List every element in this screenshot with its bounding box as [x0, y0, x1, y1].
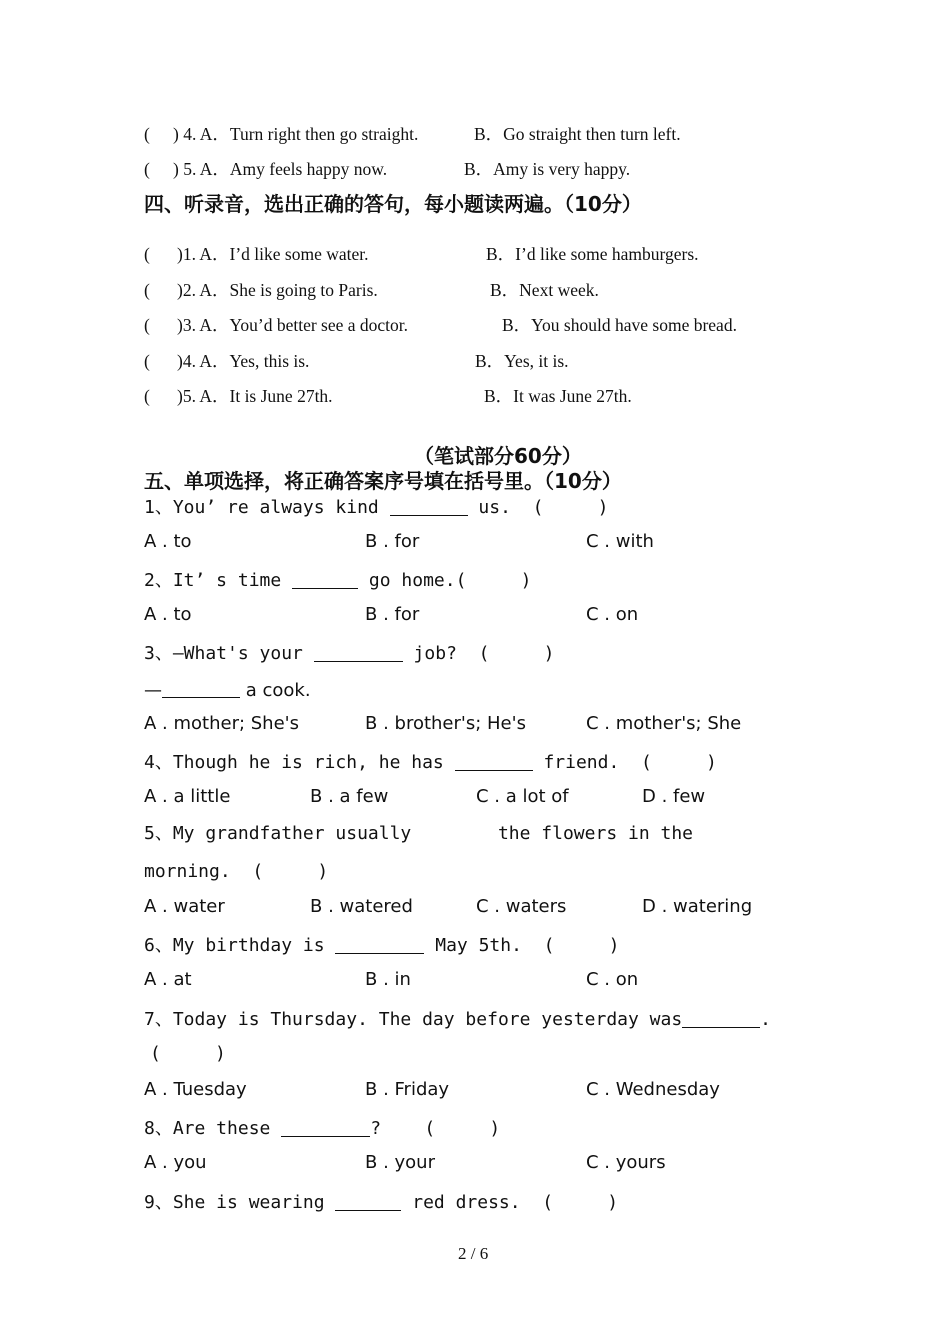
- q5-option-d[interactable]: D . watering: [642, 896, 753, 917]
- part4-q5-option-b: B．It was June 27th.: [484, 386, 632, 406]
- part4-q1-option-b: B．I’d like some hamburgers.: [486, 244, 699, 264]
- part4-q2-option-a: )2. A．She is going to Paris.: [177, 280, 378, 300]
- q8-stem: 8、Are these ? ( ): [144, 1118, 501, 1139]
- q3-blank-2[interactable]: [162, 679, 240, 698]
- q6-option-c[interactable]: C . on: [586, 969, 639, 990]
- q4-option-c[interactable]: C . a lot of: [476, 786, 569, 807]
- part4-q4-option-a: )4. A．Yes, this is.: [177, 351, 310, 371]
- part4-q5-bracket[interactable]: (: [144, 386, 150, 406]
- q4-option-b[interactable]: B . a few: [310, 786, 389, 807]
- q5-stem-line2: morning. ( ): [144, 861, 329, 882]
- q8-option-a[interactable]: A . you: [144, 1152, 207, 1173]
- q3-option-a[interactable]: A . mother; She's: [144, 713, 299, 734]
- part4-q4-option-b: B．Yes, it is.: [475, 351, 569, 371]
- q7-option-c[interactable]: C . Wednesday: [586, 1079, 720, 1100]
- q5-stem: 5、My grandfather usually the flowers in the: [144, 823, 694, 844]
- q7-answer-bracket[interactable]: ( ): [150, 1043, 226, 1064]
- q8-blank[interactable]: [281, 1118, 370, 1137]
- part3-q5-bracket[interactable]: (: [144, 159, 150, 179]
- q2-stem: 2、It’ s time go home.( ): [144, 570, 532, 591]
- q1-stem: 1、You’ re always kind us. ( ): [144, 497, 609, 518]
- q5-option-c[interactable]: C . waters: [476, 896, 567, 917]
- q2-option-c[interactable]: C . on: [586, 604, 639, 625]
- q1-option-a[interactable]: A . to: [144, 531, 192, 552]
- q7-blank[interactable]: [682, 1009, 760, 1028]
- q1-option-b[interactable]: B . for: [365, 531, 420, 552]
- q4-blank[interactable]: [455, 752, 533, 771]
- q3-stem: 3、—What's your job? ( ): [144, 643, 555, 664]
- page-number: 2 / 6: [458, 1244, 489, 1263]
- q8-option-c[interactable]: C . yours: [586, 1152, 666, 1173]
- q4-stem: 4、Though he is rich, he has friend. ( ): [144, 752, 717, 773]
- q1-option-c[interactable]: C . with: [586, 531, 654, 552]
- q4-option-a[interactable]: A . a little: [144, 786, 231, 807]
- part4-q3-option-b: B．You should have some bread.: [502, 315, 737, 335]
- q6-option-b[interactable]: B . in: [365, 969, 411, 990]
- q6-stem: 6、My birthday is May 5th. ( ): [144, 935, 620, 956]
- q6-option-a[interactable]: A . at: [144, 969, 192, 990]
- q7-option-b[interactable]: B . Friday: [365, 1079, 450, 1100]
- part4-q3-option-a: )3. A．You’d better see a doctor.: [177, 315, 409, 335]
- q2-blank[interactable]: [292, 570, 358, 589]
- part4-q1-bracket[interactable]: (: [144, 244, 150, 264]
- q2-option-b[interactable]: B . for: [365, 604, 420, 625]
- q3-stem-line2: — a cook.: [144, 680, 311, 701]
- q3-option-b[interactable]: B . brother's; He's: [365, 713, 526, 734]
- part3-q4-option-b: B．Go straight then turn left.: [474, 124, 681, 144]
- q9-blank[interactable]: [335, 1192, 401, 1211]
- part3-q5-option-a: ) 5. A．Amy feels happy now.: [173, 159, 388, 179]
- q7-option-a[interactable]: A . Tuesday: [144, 1079, 247, 1100]
- q8-option-b[interactable]: B . your: [365, 1152, 435, 1173]
- q7-stem: 7、Today is Thursday. The day before yesterday was .: [144, 1009, 772, 1030]
- q9-stem: 9、She is wearing red dress. ( ): [144, 1192, 619, 1213]
- part4-q2-bracket[interactable]: (: [144, 280, 150, 300]
- q5-option-b[interactable]: B . watered: [310, 896, 413, 917]
- part4-q1-option-a: )1. A．I’d like some water.: [177, 244, 369, 264]
- part3-q4-option-a: ) 4. A．Turn right then go straight.: [173, 124, 419, 144]
- part4-q2-option-b: B．Next week.: [490, 280, 599, 300]
- q3-blank[interactable]: [314, 643, 403, 662]
- part3-q4-bracket[interactable]: (: [144, 124, 150, 144]
- part4-title: 四、听录音，选出正确的答句，每小题读两遍。（10分）: [144, 192, 642, 216]
- written-section-header: （笔试部分60分）: [414, 444, 582, 468]
- part3-q5-option-b: B．Amy is very happy.: [464, 159, 631, 179]
- q2-option-a[interactable]: A . to: [144, 604, 192, 625]
- part5-title: 五、单项选择，将正确答案序号填在括号里。（10分）: [144, 469, 622, 493]
- part4-q4-bracket[interactable]: (: [144, 351, 150, 371]
- q5-option-a[interactable]: A . water: [144, 896, 225, 917]
- part4-q3-bracket[interactable]: (: [144, 315, 150, 335]
- part4-q5-option-a: )5. A．It is June 27th.: [177, 386, 333, 406]
- q4-option-d[interactable]: D . few: [642, 786, 706, 807]
- q3-option-c[interactable]: C . mother's; She: [586, 713, 742, 734]
- q1-blank[interactable]: [390, 497, 468, 516]
- q6-blank[interactable]: [335, 935, 424, 954]
